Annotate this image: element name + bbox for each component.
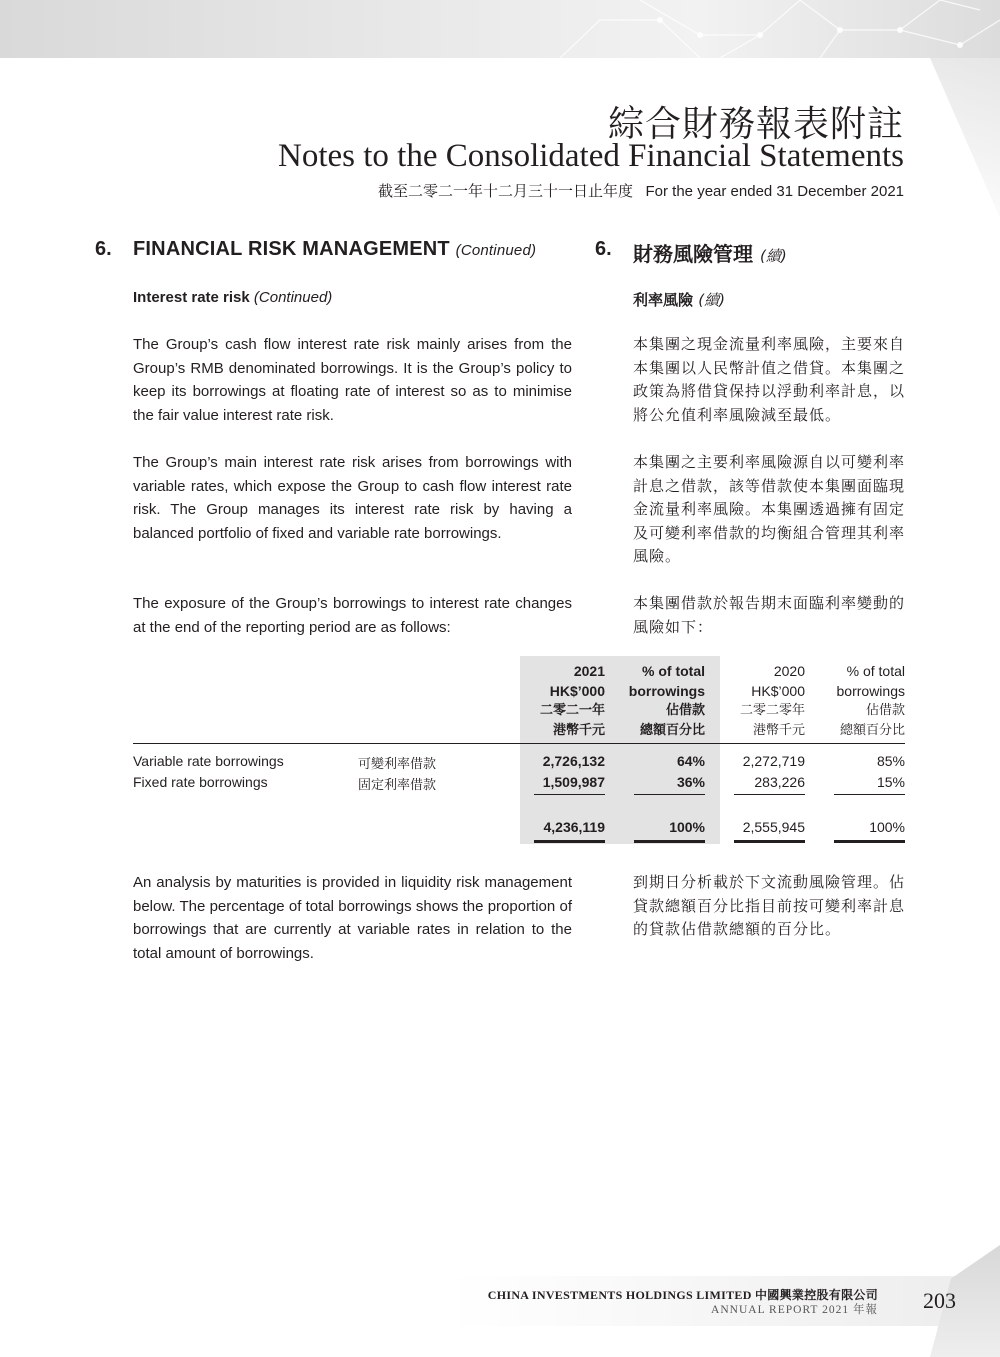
section-continued-en: (Continued) [455,242,537,259]
subsection-continued-zh: (續) [698,291,725,309]
total-cell: 2,555,945 [742,819,805,835]
table-cell: 2,272,719 [742,753,805,769]
paragraph-en-4: An analysis by maturities is provided in liquidity risk management below. The percentage of total borrowings shows the proportion of borrowings that are currently at variable rates in relation to the total amount of borrowings. [133,874,572,962]
header-line: 佔借款 [865,703,905,718]
hexagon-pattern-decoration [0,0,1000,58]
subsection-title-zh [633,289,725,310]
header-line: 二零二一年 [539,703,605,718]
section-continued-zh: (續) [759,247,787,265]
total-double-underline [534,840,605,843]
table-cell: 15% [876,774,905,790]
header-line: borrowings [836,683,905,699]
paragraph-en-3: The exposure of the Group’s borrowings to interest rate changes at the end of the reporting period are as follows: [133,595,572,636]
footer-company-name: CHINA INVESTMENTS HOLDINGS LIMITED 中國興業控股有限公司 [487,1288,878,1302]
section-number-en: 6. [95,238,112,260]
section-title-zh [633,238,787,267]
page-title-en: Notes to the Consolidated Financial Statements [278,138,904,174]
column-header-2020-percent [785,661,905,741]
subtotal-underline [634,794,705,795]
total-double-underline [634,840,705,843]
table-cell: 64% [676,753,705,769]
row-label-fixed-zh: 固定利率借款 [358,778,437,793]
subtotal-underline [534,794,605,795]
header-band [0,0,1000,58]
header-line: HK$’000 [549,683,605,699]
table-cell: 1,509,987 [542,774,605,790]
total-cell: 4,236,119 [543,819,605,835]
subsection-title-en [133,289,332,306]
header-line: % of total [642,663,705,679]
table-cell: 2,726,132 [542,753,605,769]
paragraph-zh-4: 到期日分析載於下文流動風險管理。佔貸款總額百分比指目前按可變利率計息的貸款佔借款總額的百分比。 [633,873,906,938]
subsection-title-zh-text: 利率風險 [633,291,694,309]
table-cell: 283,226 [754,774,805,790]
section-number-zh: 6. [595,238,612,260]
header-line: 港幣千元 [552,723,605,738]
total-cell: 100% [669,819,705,835]
paragraph-en-2: The Group’s main interest rate risk arises from borrowings with variable rates, which expose the Group to cash flow interest rate risk. The Group manages its interest rate risk by having a balanced portfolio of fixed and variable rate borrowings. [133,454,572,542]
header-line: % of total [846,663,905,679]
subtotal-underline [834,794,905,795]
paragraph-en-1: The Group’s cash flow interest rate risk mainly arises from the Group’s RMB denominated borrowings. It is the Group’s policy to keep its borrowings at floating rate of interest so as to minimise the fair value interest rate risk. [133,336,572,424]
page-title-zh: 綜合財務報表附註 [607,104,904,145]
row-label-variable-zh: 可變利率借款 [358,757,437,772]
header-line: HK$’000 [751,683,805,699]
header-line: 2020 [773,663,805,679]
section-title-zh-text: 財務風險管理 [633,242,753,266]
header-line: 港幣千元 [752,723,805,738]
corner-decoration [930,58,1000,218]
row-label-fixed-en: Fixed rate borrowings [133,774,268,790]
subtotal-underline [734,794,805,795]
subsection-continued-en: (Continued) [253,289,333,306]
table-cell: 36% [676,774,705,790]
paragraph-zh-2: 本集團之主要利率風險源自以可變利率計息之借款，該等借款使本集團面臨現金流量利率風險。本集團透過擁有固定及可變利率借款的均衡組合管理其利率風險。 [633,453,906,565]
header-line: borrowings [628,683,705,699]
header-line: 二零二零年 [739,703,805,718]
header-line: 總額百分比 [839,723,905,738]
total-double-underline [734,840,805,843]
header-line: 總額百分比 [639,723,705,738]
total-double-underline [834,840,905,843]
paragraph-zh-1: 本集團之現金流量利率風險，主要來自本集團以人民幣計值之借貸。本集團之政策為將借貸保持以浮動利率計息，以將公允值利率風險減至最低。 [633,335,906,424]
table-header-rule [133,743,905,744]
total-cell: 100% [869,819,905,835]
header-line: 2021 [573,663,605,679]
section-title-en-text: FINANCIAL RISK MANAGEMENT [133,238,450,260]
row-label-variable-en: Variable rate borrowings [133,753,284,769]
table-cell: 85% [876,753,905,769]
section-title-en [133,238,536,261]
footer-annual-report: ANNUAL REPORT 2021 年報 [711,1304,878,1316]
page-subtitle: 截至二零二一年十二月三十一日止年度 For the year ended 31 December 2021 [378,183,904,200]
subsection-title-en-text: Interest rate risk [133,289,250,306]
paragraph-zh-3: 本集團借款於報告期末面臨利率變動的風險如下： [633,594,906,636]
page-number: 203 [923,1288,956,1313]
header-line: 佔借款 [665,703,705,718]
